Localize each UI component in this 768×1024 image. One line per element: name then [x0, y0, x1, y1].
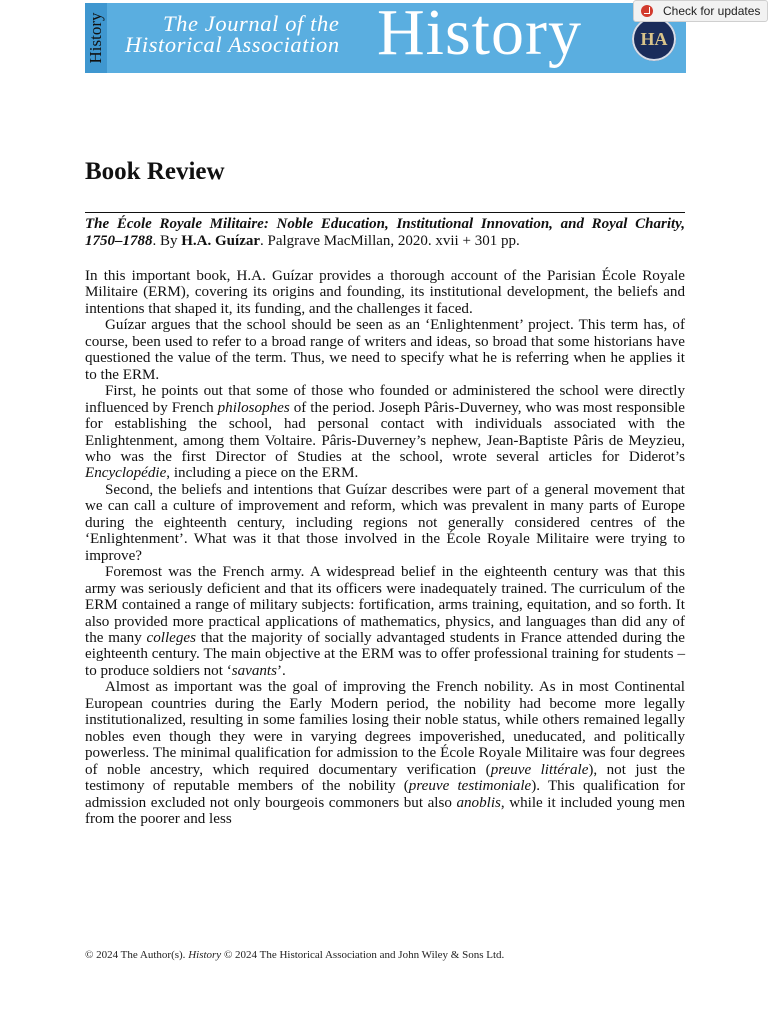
paragraph-6: Almost as important was the goal of improving the French nobility. As in most Continental European countries during the Early Modern period, the nobility had become more legally institutionalized, resulting in some families losing their noble status, while others remained legally nobles even though they were in varying degrees impoverished, uneducated, and politically powerless. The minimal qualification for admission to the École Royale Militaire was four degrees of noble ancestry, which required documentary verification (preuve littérale), not just the testimony of reputable members of the nobility (preuve testimoniale). This qualification for admission excluded not only bourgeois commoners but also anoblis, while it included young men from the poorer and less: [85, 679, 686, 827]
journal-banner: [85, 0, 686, 73]
book-title: The École Royale Militaire: Noble Education, Institutional Innovation, and Royal Charity, 1750–1788: [85, 216, 685, 249]
crossmark-icon: [641, 5, 653, 17]
paragraph-1: In this important book, H.A. Guízar provides a thorough account of the Parisian École Royale Militaire (ERM), covering its origins and founding, its institutional development, the beliefs and intentions that shaped it, its funding, and the challenges it faced.: [85, 268, 685, 317]
paragraph-3: First, he points out that some of those who founded or administered the school were directly influenced by French philosophes of the period. Joseph Pâris-Duverney, who was most responsible for establishing the school, had personal contact with individuals associated with the Enlightenment, among them Voltaire. Pâris-Duverney’s nephew, Jean-Baptiste Pâris de Meyzieu, who was the first Director of Studies at the school, wrote several articles for Diderot’s Encyclopédie, including a piece on the ERM.: [85, 383, 686, 482]
vertical-label: History: [86, 12, 105, 64]
paragraph-5: Foremost was the French army. A widespread belief in the eighteenth century was that this army was seriously deficient and that its officers were inadequately trained. The curriculum of the ERM contained a range of military subjects: fortification, arms training, equitation, and so forth. It also provided more practical applications of mathematics, physics, and languages than did any of the many colleges that the majority of socially advantaged students in France attended during the eighteenth century. The main objective at the ERM was to offer professional training for students – to produce soldiers not ‘savants’.: [85, 564, 685, 679]
book-author: H.A. Guízar: [181, 232, 261, 249]
check-for-updates-button[interactable]: [633, 0, 768, 22]
book-citation: [85, 216, 685, 249]
association-seal-icon: HA: [632, 17, 676, 61]
journal-title-line-1: The Journal of the: [163, 11, 340, 36]
paragraph-2: Guízar argues that the school should be seen as an ‘Enlightenment’ project. This term has, of course, been used to refer to a broad range of writers and ideas, so broad that some historians have questioned the value of the term. Thus, we need to specify what he is referring when he applies it to the ERM.: [85, 317, 685, 383]
section-heading: Book Review: [85, 158, 225, 185]
publication-details: . Palgrave MacMillan, 2020. xvii + 301 pp.: [260, 232, 520, 249]
journal-wordmark: History: [377, 0, 582, 69]
citation-by: . By: [152, 232, 182, 249]
vertical-tab: [85, 3, 107, 73]
journal-title: [125, 13, 340, 55]
review-body: [85, 268, 685, 827]
check-for-updates-label: Check for updates: [663, 4, 761, 18]
journal-title-line-2: Historical Association: [125, 32, 340, 57]
copyright-footer: © 2024 The Author(s). History © 2024 The Historical Association and John Wiley & Sons Ltd.: [85, 949, 505, 961]
paragraph-4: Second, the beliefs and intentions that Guízar describes were part of a general movement that we can call a culture of improvement and reform, which was prevalent in many parts of Europe during the eighteenth century, including regions not generally considered centres of the ‘Enlightenment’. What was it that those involved in the École Royale Militaire were trying to improve?: [85, 481, 685, 564]
heading-rule: [85, 212, 685, 213]
